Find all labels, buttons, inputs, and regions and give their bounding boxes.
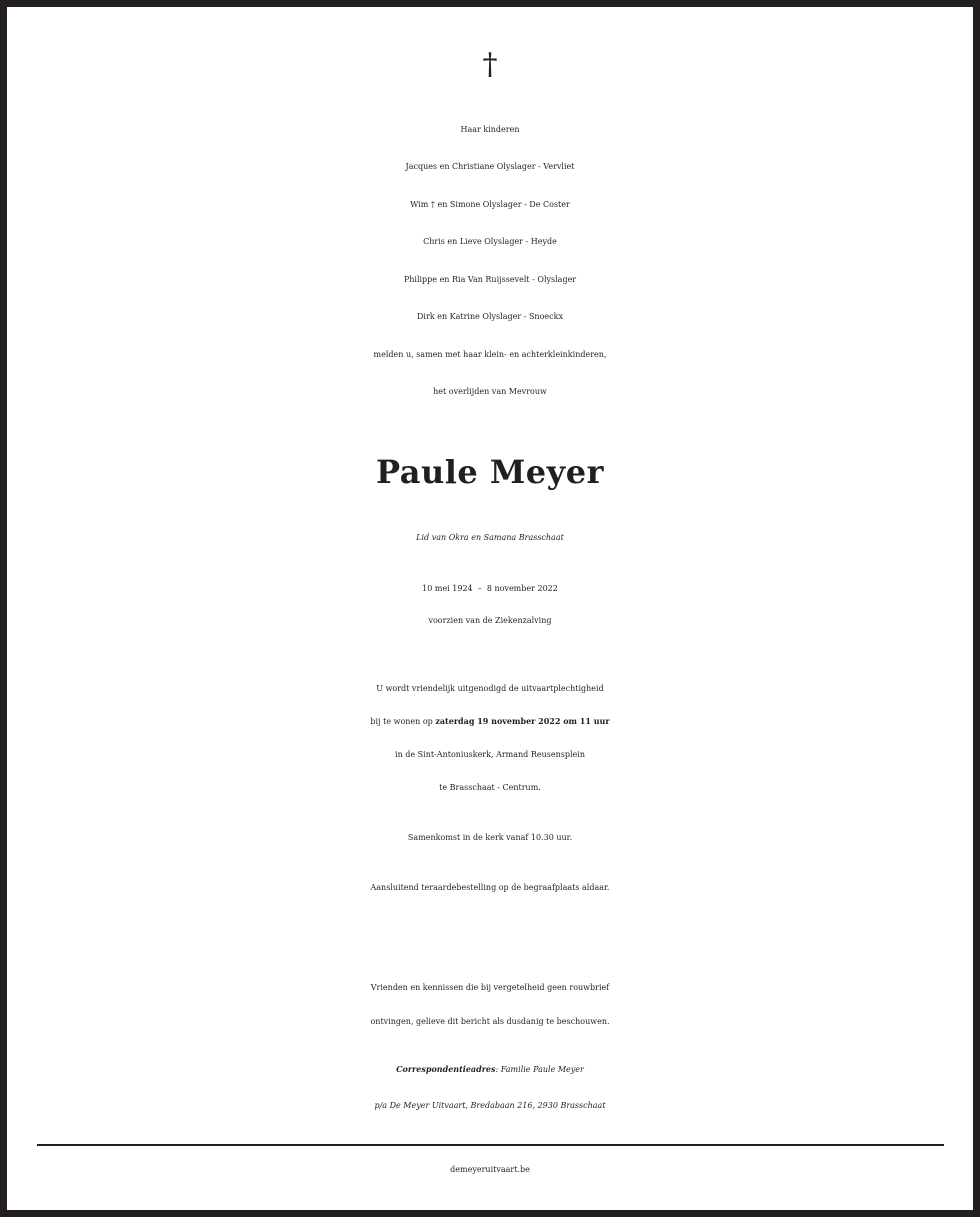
family-intro: Haar kinderen <box>460 125 520 134</box>
family-line: Philippe en Ria Van Ruijssevelt - Olyslager <box>403 275 577 284</box>
deceased-name: Paule Meyer <box>376 453 604 491</box>
burial-note: Aansluitend teraardebestelling op de begraafplaats aldaar. <box>370 883 610 892</box>
cross-icon: † <box>482 47 498 82</box>
membership: Lid van Okra en Samana Brasschaat <box>416 533 564 542</box>
website: demeyeruitvaart.be <box>450 1165 530 1174</box>
divider <box>37 1144 944 1146</box>
invitation-line: U wordt vriendelijk uitgenodigd de uitvaartplechtigheid <box>376 684 604 693</box>
church-location: te Brasschaat - Centrum. <box>439 783 541 792</box>
gathering-time: Samenkomst in de kerk vanaf 10.30 uur. <box>407 833 573 842</box>
notice-line: ontvingen, gelieve dit bericht als dusdanig te beschouwen. <box>370 1017 610 1026</box>
announcement-line: melden u, samen met haar klein- en achterkleinkinderen, <box>373 350 607 359</box>
announcement-line: het overlijden van Mevrouw <box>433 387 547 396</box>
family-line: Chris en Lieve Olyslager - Heyde <box>423 237 557 246</box>
life-dates: 10 mei 1924 – 8 november 2022 <box>422 584 558 593</box>
correspondence-separator: : <box>495 1065 501 1074</box>
notice-line: Vrienden en kennissen die bij vergetelheid geen rouwbrief <box>370 983 610 992</box>
correspondence <box>7 1051 973 1089</box>
family-line: Jacques en Christiane Olyslager - Vervliet <box>405 162 575 171</box>
correspondence-recipient: Familie Paule Meyer <box>500 1065 584 1074</box>
correspondence-address: p/a De Meyer Uitvaart, Bredabaan 216, 2930 Brasschaat <box>374 1101 606 1110</box>
funeral-date-time: zaterdag 19 november 2022 om 11 uur <box>435 716 610 726</box>
church-address: in de Sint-Antoniuskerk, Armand Reusensplein <box>395 750 585 759</box>
family-line: Dirk en Katrine Olyslager - Snoeckx <box>417 312 563 321</box>
invitation-prefix: bij te wonen op <box>370 717 436 726</box>
invitation-line <box>7 703 973 741</box>
sacrament: voorzien van de Ziekenzalving <box>428 616 552 625</box>
family-line: Wim † en Simone Olyslager - De Coster <box>410 200 570 209</box>
correspondence-label: Correspondentieadres <box>396 1064 496 1074</box>
